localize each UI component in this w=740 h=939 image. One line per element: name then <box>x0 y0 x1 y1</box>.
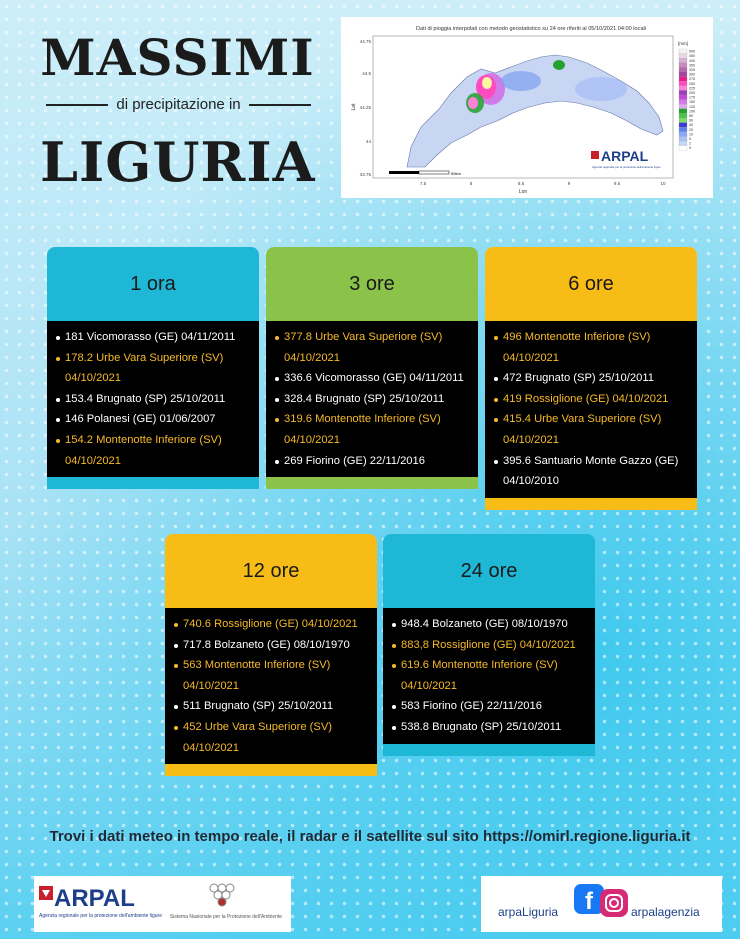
record-item: 472 Brugnato (SP) 25/10/2011 <box>503 368 691 389</box>
map-x-ticks <box>420 181 666 186</box>
footer-website-text: Trovi i dati meteo in tempo reale, il radar e il satellite sul sito https://omirl.regione.liguria.it <box>49 828 691 845</box>
rain-area-light <box>575 77 627 101</box>
record-item: 419 Rossiglione (GE) 04/10/2021 <box>503 389 691 410</box>
record-item: 948.4 Bolzaneto (GE) 08/10/1970 <box>401 614 589 635</box>
instagram-handle[interactable]: arpalagenzia <box>631 905 700 919</box>
legend-label: 40 <box>689 123 693 128</box>
card-24-ore <box>383 534 595 756</box>
card-footer-band <box>165 764 377 776</box>
legend-label: 250 <box>689 81 695 86</box>
record-item: 740.6 Rossiglione (GE) 04/10/2021 <box>183 614 371 635</box>
rain-cell-east <box>553 60 565 70</box>
record-item: 153.4 Brugnato (SP) 25/10/2011 <box>65 389 253 410</box>
record-list <box>391 614 589 738</box>
legend-label: 20 <box>689 127 693 132</box>
legend-label: 400 <box>689 58 695 63</box>
legend-swatch <box>679 90 687 95</box>
legend-label: 450 <box>689 54 695 59</box>
record-item: 178.2 Urbe Vara Superiore (SV) 04/10/2021 <box>65 348 253 389</box>
legend-swatch <box>679 123 687 128</box>
record-list <box>173 614 371 758</box>
map-x-tick: 7.5 <box>419 181 427 186</box>
scale-bar-left <box>389 171 419 174</box>
map-x-tick: 8 <box>469 181 473 186</box>
legend-label: 0 <box>689 146 691 151</box>
scale-bar-right <box>419 171 449 174</box>
facebook-f-glyph: f <box>585 888 593 915</box>
rain-core-inner <box>482 77 492 89</box>
record-item: 181 Vicomorasso (GE) 04/11/2011 <box>65 327 253 348</box>
legend-swatch <box>679 49 687 54</box>
legend-label: 60 <box>689 118 693 123</box>
legend-label: 350 <box>689 63 695 68</box>
map-y-tick: 44 <box>365 139 371 144</box>
legend-swatch <box>679 132 687 137</box>
record-list <box>55 327 253 471</box>
legend-swatch <box>679 54 687 59</box>
partner-logos-svg <box>34 876 291 932</box>
arpal-logo-sub: Agenzia regionale per la protezione dell'ambiente ligure <box>39 913 162 919</box>
card-3-ore <box>266 247 478 489</box>
map-y-tick: 44.5 <box>362 71 371 76</box>
legend-swatch <box>679 100 687 105</box>
map-x-tick: 10 <box>660 181 666 186</box>
legend-swatch <box>679 136 687 141</box>
record-item: 717.8 Bolzaneto (GE) 08/10/1970 <box>183 635 371 656</box>
legend-label: 5 <box>689 137 691 141</box>
record-item: 328.4 Brugnato (SP) 25/10/2011 <box>284 389 472 410</box>
partner-logos <box>34 876 291 932</box>
legend-swatch <box>679 127 687 132</box>
subtitle-rule-left <box>46 104 108 106</box>
record-item: 452 Urbe Vara Superiore (SV) 04/10/2021 <box>183 717 371 758</box>
subtitle-row <box>46 96 311 113</box>
card-footer-band <box>47 477 259 489</box>
card-body <box>485 321 697 498</box>
card-body <box>266 321 478 477</box>
legend-label: 500 <box>689 49 695 54</box>
record-item: 319.6 Montenotte Inferiore (SV) 04/10/2021 <box>284 409 472 450</box>
legend-label: 2 <box>689 141 691 146</box>
card-body <box>383 608 595 744</box>
subtitle-text: di precipitazione in <box>116 96 241 113</box>
record-item: 377.8 Urbe Vara Superiore (SV) 04/10/2021 <box>284 327 472 368</box>
card-6-ore <box>485 247 697 510</box>
card-12-ore <box>165 534 377 776</box>
snpa-logo-icon <box>210 884 234 906</box>
record-item: 583 Fiorino (GE) 22/11/2016 <box>401 696 589 717</box>
map-x-tick: 8.5 <box>517 181 525 186</box>
legend-swatch <box>679 81 687 86</box>
card-title: 3 ore <box>266 247 478 321</box>
arpal-logo-text: ARPAL <box>54 885 135 912</box>
card-body <box>47 321 259 477</box>
record-list <box>493 327 691 492</box>
record-list <box>274 327 472 471</box>
map-x-tick: 9.5 <box>613 181 621 186</box>
legend-unit: [mm] <box>678 41 688 46</box>
record-item: 415.4 Urbe Vara Superiore (SV) 04/10/2021 <box>503 409 691 450</box>
snpa-text: Sistema Nazionale per la Protezione dell'Ambiente <box>169 914 283 920</box>
map-y-ticks <box>360 39 372 177</box>
card-footer-band <box>383 744 595 756</box>
card-title: 6 ore <box>485 247 697 321</box>
social-svg <box>481 876 722 932</box>
card-1-ora <box>47 247 259 489</box>
record-item: 146 Polanesi (GE) 01/06/2007 <box>65 409 253 430</box>
card-footer-band <box>485 498 697 510</box>
record-item: 336.6 Vicomorasso (GE) 04/11/2011 <box>284 368 472 389</box>
map-y-label: Lat <box>351 103 357 111</box>
subtitle-rule-right <box>249 104 311 106</box>
card-title: 24 ore <box>383 534 595 608</box>
map-logo-sub: Agenzia regionale per la protezione dell'ambiente ligure <box>592 165 661 169</box>
rain-band-pink <box>468 97 478 109</box>
map-y-tick: 44.75 <box>359 39 371 44</box>
map-legend <box>679 49 695 150</box>
record-item: 269 Fiorino (GE) 22/11/2016 <box>284 451 472 472</box>
title-liguria: LIGURIA <box>40 130 316 194</box>
record-item: 395.6 Santuario Monte Gazzo (GE) 04/10/2010 <box>503 451 691 492</box>
legend-swatch <box>679 113 687 118</box>
card-body <box>165 608 377 764</box>
instagram-icon[interactable] <box>600 889 628 917</box>
facebook-handle[interactable]: arpaLiguria <box>498 905 559 919</box>
rainfall-map-svg <box>341 17 713 198</box>
record-item: 563 Montenotte Inferiore (SV) 04/10/2021 <box>183 655 371 696</box>
legend-label: 300 <box>689 72 695 77</box>
legend-swatch <box>679 86 687 91</box>
record-item: 154.2 Montenotte Inferiore (SV) 04/10/2021 <box>65 430 253 471</box>
map-x-label: Lon <box>518 189 528 195</box>
legend-swatch <box>679 58 687 63</box>
legend-label: 150 <box>689 100 695 105</box>
arpal-map-shield-icon <box>591 151 599 159</box>
title-massimi: MASSIMI <box>40 28 315 87</box>
legend-label: 10 <box>689 132 693 137</box>
legend-label: 175 <box>689 95 695 100</box>
scale-label: 50km <box>451 171 461 176</box>
legend-label: 200 <box>689 91 695 95</box>
legend-swatch <box>679 63 687 68</box>
legend-label: 225 <box>689 86 695 91</box>
legend-swatch <box>679 146 687 151</box>
map-y-tick: 43.75 <box>359 172 371 177</box>
legend-swatch <box>679 77 687 82</box>
legend-swatch <box>679 72 687 77</box>
social-links <box>481 876 722 932</box>
record-item: 511 Brugnato (SP) 25/10/2011 <box>183 696 371 717</box>
rain-area-blue <box>501 71 541 91</box>
legend-swatch <box>679 67 687 72</box>
card-title: 1 ora <box>47 247 259 321</box>
legend-swatch <box>679 109 687 114</box>
legend-swatch <box>679 95 687 100</box>
map-title: Dati di pioggia interpolati con metodo geostatistico su 24 ore riferiti al 05/10/2021 04:00 locali <box>415 26 647 32</box>
legend-label: 80 <box>689 114 693 118</box>
legend-label: 275 <box>689 77 695 82</box>
rainfall-map <box>341 17 713 198</box>
legend-label: 100 <box>689 109 695 114</box>
legend-swatch <box>679 118 687 123</box>
map-logo-text: ARPAL <box>601 148 649 164</box>
record-item: 538.8 Brugnato (SP) 25/10/2011 <box>401 717 589 738</box>
card-title: 12 ore <box>165 534 377 608</box>
record-item: 883,8 Rossiglione (GE) 04/10/2021 <box>401 635 589 656</box>
record-item: 496 Montenotte Inferiore (SV) 04/10/2021 <box>503 327 691 368</box>
map-x-tick: 9 <box>567 181 571 186</box>
map-y-tick: 44.25 <box>359 105 371 110</box>
legend-swatch <box>679 141 687 146</box>
legend-label: 125 <box>689 104 695 109</box>
legend-label: 325 <box>689 68 695 72</box>
record-item: 619.6 Montenotte Inferiore (SV) 04/10/2021 <box>401 655 589 696</box>
card-footer-band <box>266 477 478 489</box>
legend-swatch <box>679 104 687 109</box>
